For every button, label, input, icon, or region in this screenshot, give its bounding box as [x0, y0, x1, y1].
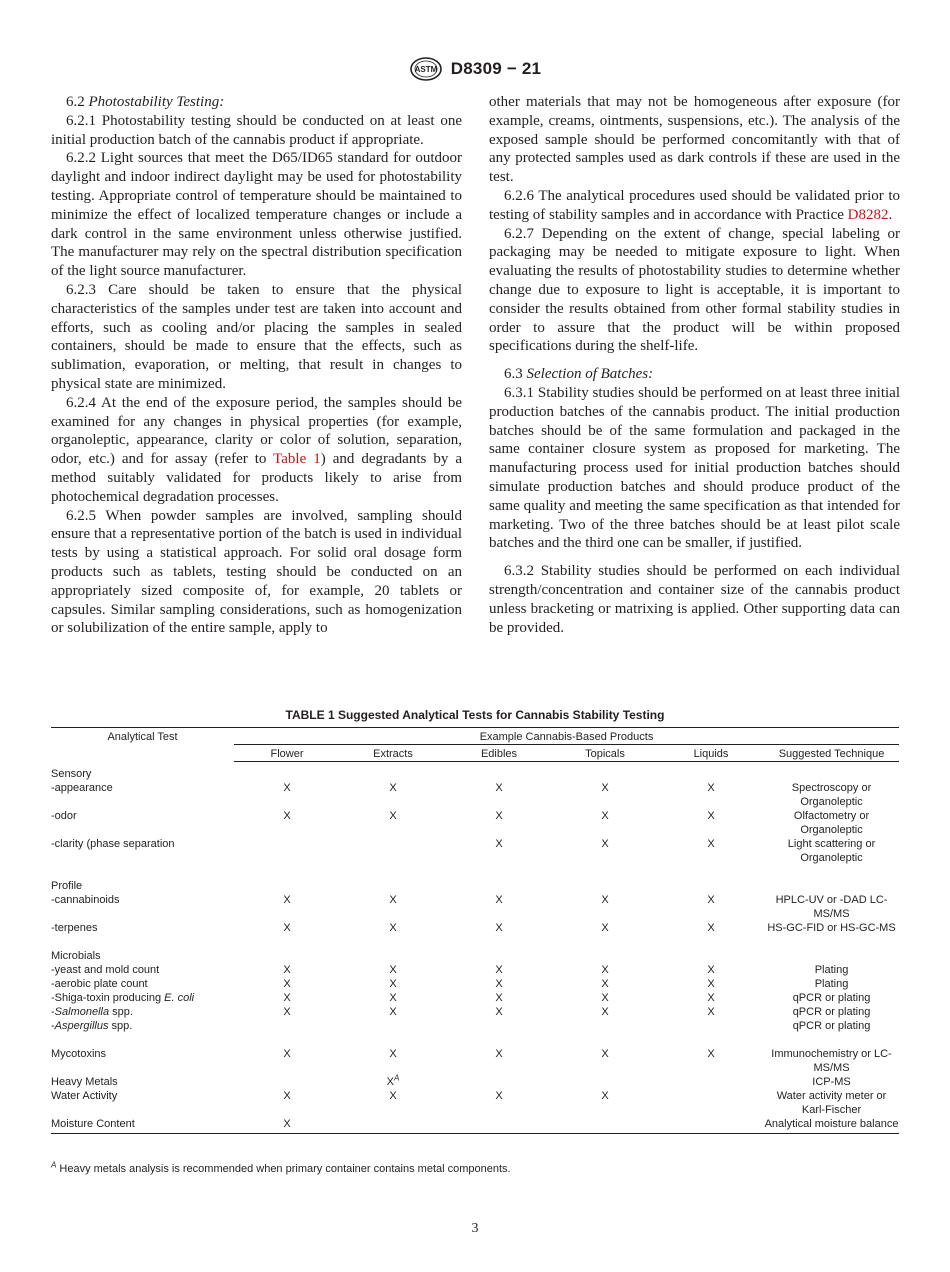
header-analytical-test: Analytical Test: [51, 728, 234, 762]
svg-text:ASTM: ASTM: [414, 65, 438, 74]
table-row: -yeast and mold count X X X X X Plating: [51, 963, 849, 976]
table-1-link[interactable]: Table 1: [273, 451, 321, 468]
paragraph-6-2-7: 6.2.7 Depending on the extent of change, special labeling or packaging may be needed to mitigate exposure to light. When evaluating the results of photostability studies to determine whether change due to exposure to light is acceptable, it is important to consider the results obtained from other formal stability studies in order to assure that the product will be within proposed specifications during the shelf-life.: [489, 225, 900, 355]
table-row: -clarity (phase separation X X X Light scattering or Organoleptic: [51, 837, 876, 864]
table-row: -terpenes X X X X X HS-GC-FID or HS-GC-MS: [51, 921, 896, 934]
page-number: 3: [471, 1221, 479, 1236]
table-row: Moisture Content X Analytical moisture balance: [51, 1117, 899, 1134]
table-row: -Shiga-toxin producing E. coli X X X X X qPCR or plating: [51, 991, 871, 1004]
table-row: -Salmonella spp. X X X X X qPCR or plating: [51, 1005, 871, 1018]
paragraph-6-2-5: 6.2.5 When powder samples are involved, sampling should ensure that a representative portion of the batch is used in individual tests by using a statistical approach. For solid oral dosage form products such as tablets, testing should be conducted on an appropriately sized composite of, for example, 20 tablets or capsules. Similar sampling considerations, such as homogenization or solubilization of the entire sample, apply to: [51, 507, 462, 637]
paragraph-6-3-2: 6.3.2 Stability studies should be performed on each individual strength/concentration and container size of the cannabis product unless bracketing or matrixing is applied. Other supporting data can be provided.: [489, 563, 900, 636]
table-row: Mycotoxins X X X X X Immunochemistry or LC-MS/MS: [51, 1047, 892, 1074]
table-row: -aerobic plate count X X X X X Plating: [51, 977, 849, 990]
header-edibles: Edibles: [446, 745, 552, 762]
header-topicals: Topicals: [552, 745, 658, 762]
right-column: [489, 93, 900, 637]
header-extracts: Extracts: [340, 745, 446, 762]
paragraph-6-2-5-continued: other materials that may not be homogeneous after exposure (for example, creams, ointments, suspensions, etc.). The analysis of the exposed sample should be performed concomitantly with that of any protected samples used as dark controls if these are used in the test.: [489, 94, 900, 186]
table-row: -odor X X X X X Olfactometry or Organoleptic: [51, 809, 870, 836]
document-id: D8309 − 21: [450, 59, 542, 78]
table-row: Microbials: [51, 949, 101, 962]
header-technique: Suggested Technique: [764, 745, 899, 762]
analytical-tests-table: [51, 727, 899, 1134]
paragraph-6-3-1: 6.3.1 Stability studies should be performed on at least three initial production batches of the cannabis product. The initial production batches should be of the same formulation and packaged in the same container closure system as proposed for marketing. The manufacturing process used for initial production batches should simulate production batches and should produce product of the same quality and meeting the same specification as that intended for marketing. Two of the three batches should be at least pilot scale batches and the third one can be smaller, if justified.: [489, 384, 900, 552]
paragraph-6-2-1: 6.2.1 Photostability testing should be conducted on at least one initial production batch of the cannabis product if appropriate.: [51, 112, 462, 148]
table-row: -Aspergillus spp. qPCR or plating: [51, 1019, 871, 1032]
d8282-link[interactable]: D8282: [847, 206, 889, 223]
paragraph-6-2-3: 6.2.3 Care should be taken to ensure that the physical characteristics of the samples under test are taken into account and efforts, such as cooling and/or placing the samples in sealed containers, should be made to ensure that the effects, such as sublimation, evaporation, or melting, that result in changes to physical state are minimized.: [51, 281, 462, 392]
table-row: Sensory: [51, 767, 92, 780]
page-header: [0, 56, 950, 82]
left-column: [51, 93, 462, 638]
table-footnote: $^A$ Heavy metals analysis is recommended when primary container contains metal components.: [51, 1160, 511, 1175]
table-row: -appearance X X X X X Spectroscopy or Organoleptic: [51, 781, 872, 808]
table-row: Heavy Metals $X^A$ ICP-MS: [51, 1072, 851, 1088]
paragraph-6-2-6: 6.2.6 The analytical procedures used should be validated prior to testing of stability samples and in accordance with Practice D8282.: [489, 187, 900, 223]
section-heading-6-3: 6.3 Selection of Batches:: [504, 366, 654, 383]
paragraph-6-2-2: 6.2.2 Light sources that meet the D65/ID65 standard for outdoor daylight and indoor indirect daylight may be used for photostability testing. Appropriate control of temperature should be maintained to minimize the effect of localized temperature changes or include a dark control in the same environment unless otherwise justified. The manufacturer may rely on the spectral distribution specification of the light source manufacturer.: [51, 150, 462, 280]
table-row: Profile: [51, 879, 83, 892]
table-row: -cannabinoids X X X X X HPLC-UV or -DAD LC-MS/MS: [51, 893, 888, 920]
table-title: TABLE 1 Suggested Analytical Tests for Cannabis Stability Testing: [285, 708, 665, 722]
footnote-a-marker: A: [394, 1072, 400, 1082]
paragraph-6-2-4: 6.2.4 At the end of the exposure period, the samples should be examined for any changes in physical properties (for example, organoleptic, appearance, clarity or color of solution, separation, odor, etc.) and for assay (refer to Table 1) and degradants by a method suitably validated for products likely to arise from photochemical degradation processes.: [51, 394, 462, 505]
astm-logo-icon: [409, 57, 443, 81]
header-liquids: Liquids: [658, 745, 764, 762]
table-row: Water Activity X X X X Water activity meter or Karl-Fischer: [51, 1089, 887, 1116]
section-heading-6-2: 6.2 Photostability Testing:: [66, 94, 225, 110]
header-flower: Flower: [234, 745, 340, 762]
header-product-group: Example Cannabis-Based Products: [234, 728, 899, 745]
